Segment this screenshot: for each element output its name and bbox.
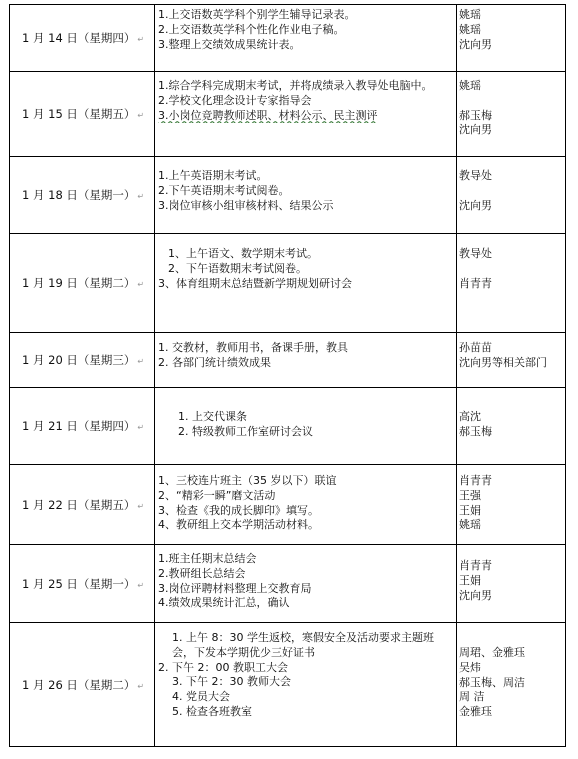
date-cell: 1 月 22 日（星期五） ↵ [10, 465, 155, 545]
date-cell: 1 月 26 日（星期二） ↵ [10, 623, 155, 747]
people-cell [457, 388, 566, 465]
task-line: 2.下午英语期末考试阅卷。 [158, 183, 290, 197]
person-line: 教导处 [459, 169, 492, 182]
task-line: 3、检查《我的成长脚印》填写。 [158, 503, 319, 517]
task-line: 1.上交语数英学科个别学生辅导记录表。 [158, 8, 356, 21]
people-cell [457, 623, 566, 747]
person-line: 肖青青 [459, 276, 492, 290]
person-line: 姚瑶 [459, 79, 481, 92]
task-line: 3. 下午 2：30 教师大会 [172, 675, 291, 689]
table-row [10, 465, 566, 545]
tasks-cell [155, 545, 457, 623]
task-line: 3.岗位评聘材料整理上交教育局 [158, 581, 312, 595]
people-cell [457, 157, 566, 234]
person-line: 姚瑶 [459, 8, 481, 21]
tasks-cell [155, 465, 457, 545]
task-line: 3、体育组期末总结暨新学期规划研讨会 [158, 276, 352, 290]
date-cell: 1 月 19 日（星期二） ↵ [10, 234, 155, 333]
people-cell [457, 5, 566, 72]
table-row [10, 234, 566, 333]
person-line: 肖青青 [459, 559, 492, 572]
person-line: 沈向男 [459, 588, 492, 602]
person-line: 姚瑶 [459, 22, 481, 36]
tasks-cell [155, 5, 457, 72]
task-line: 5. 检查各班教室 [172, 704, 252, 718]
table-row [10, 545, 566, 623]
task-line: 3.小岗位竞聘教师述职、材料公示、民主测评 [158, 108, 378, 122]
date-cell: 1 月 21 日（星期四） ↵ [10, 388, 155, 465]
date-text: 1 月 26 日（星期二） [22, 677, 136, 692]
date-text: 1 月 19 日（星期二） [22, 276, 136, 290]
person-line: 高沈 [459, 410, 481, 423]
date-cell: 1 月 20 日（星期三） ↵ [10, 333, 155, 388]
person-line: 周 洁 [459, 690, 485, 704]
date-cell: 1 月 14 日（星期四） ↵ [10, 5, 155, 72]
date-cell: 1 月 18 日（星期一） ↵ [10, 157, 155, 234]
table-row [10, 388, 566, 465]
people-cell [457, 234, 566, 333]
person-line [459, 184, 565, 199]
task-line: 3.岗位审核小组审核材料、结果公示 [158, 198, 334, 212]
table-row [10, 157, 566, 234]
person-line: 肖青青 [459, 474, 492, 487]
task-line: 2、“精彩一瞬”磨文活动 [158, 488, 276, 502]
tasks-cell [155, 234, 457, 333]
person-line: 金雅珏 [459, 705, 492, 719]
tasks-cell [155, 623, 457, 747]
person-line: 沈向男 [459, 198, 492, 212]
person-line: 吴炜 [459, 660, 481, 674]
person-line: 孙苗苗 [459, 341, 492, 354]
table-row [10, 72, 566, 157]
person-line: 姚瑶 [459, 518, 481, 532]
task-line: 2. 各部门统计绩效成果 [158, 355, 271, 369]
tasks-cell [155, 388, 457, 465]
task-line: 1、三校连片班主（35 岁以下）联谊 [158, 474, 337, 487]
person-line: 沈向男 [459, 37, 492, 51]
date-text: 1 月 22 日（星期五） [22, 497, 136, 512]
person-line: 王娟 [459, 503, 481, 517]
task-line: 2、下午语数期末考试阅卷。 [168, 261, 307, 275]
table-row [10, 5, 566, 72]
person-line: 王强 [459, 488, 481, 502]
tasks-cell [155, 157, 457, 234]
date-cell: 1 月 15 日（星期五） ↵ [10, 72, 155, 157]
task-line: 1.班主任期末总结会 [158, 552, 257, 565]
people-cell [457, 545, 566, 623]
task-line: 1.综合学科完成期末考试，并将成绩录入教导处电脑中。 [158, 79, 433, 92]
person-line: 周珺、金雅珏 [459, 646, 525, 659]
person-line: 郝玉梅 [459, 108, 492, 122]
date-text: 1 月 20 日（星期三） [22, 353, 136, 367]
schedule-table [9, 4, 566, 747]
person-line: 郝玉梅、周洁 [459, 675, 525, 689]
task-line: 1. 交教材，教师用书，备课手册，教具 [158, 341, 348, 354]
people-cell [457, 72, 566, 157]
date-text: 1 月 15 日（星期五） [22, 107, 136, 121]
date-text: 1 月 25 日（星期一） [22, 576, 136, 591]
task-line: 1、上午语文、数学期末考试。 [168, 247, 318, 260]
people-cell [457, 333, 566, 388]
task-line: 1. 上午 8：30 学生返校，寒假安全及活动要求主题班会，下发本学期优少三好证书 [172, 631, 434, 659]
task-line: 1. 上交代课条 [178, 410, 247, 423]
person-line [459, 94, 565, 109]
date-text: 1 月 21 日（星期四） [22, 419, 136, 433]
table-row [10, 623, 566, 747]
person-line [459, 262, 565, 277]
task-line: 2. 下午 2：00 教职工大会 [158, 660, 288, 674]
task-line: 2.教研组长总结会 [158, 566, 246, 580]
person-line: 教导处 [459, 247, 492, 260]
person-line: 沈向男 [459, 123, 492, 137]
task-line: 2. 特级教师工作室研讨会议 [178, 424, 313, 438]
task-line: 2.上交语数英学科个性化作业电子稿。 [158, 22, 345, 36]
task-line: 2.学校文化理念设计专家指导会 [158, 93, 312, 107]
person-line: 沈向男等相关部门 [459, 355, 547, 369]
task-line: 4.绩效成果统计汇总，确认 [158, 596, 290, 610]
person-line: 王娟 [459, 573, 481, 587]
task-line: 1.上午英语期末考试。 [158, 169, 268, 182]
date-text: 1 月 14 日（星期四） [22, 31, 136, 45]
date-cell: 1 月 25 日（星期一） ↵ [10, 545, 155, 623]
people-cell [457, 465, 566, 545]
task-line: 4、教研组上交本学期活动材料。 [158, 518, 319, 532]
table-row [10, 333, 566, 388]
task-line: 3.整理上交绩效成果统计表。 [158, 37, 301, 51]
tasks-cell [155, 333, 457, 388]
tasks-cell [155, 72, 457, 157]
person-line: 郝玉梅 [459, 424, 492, 438]
task-line: 4. 党员大会 [172, 690, 230, 704]
date-text: 1 月 18 日（星期一） [22, 188, 136, 202]
